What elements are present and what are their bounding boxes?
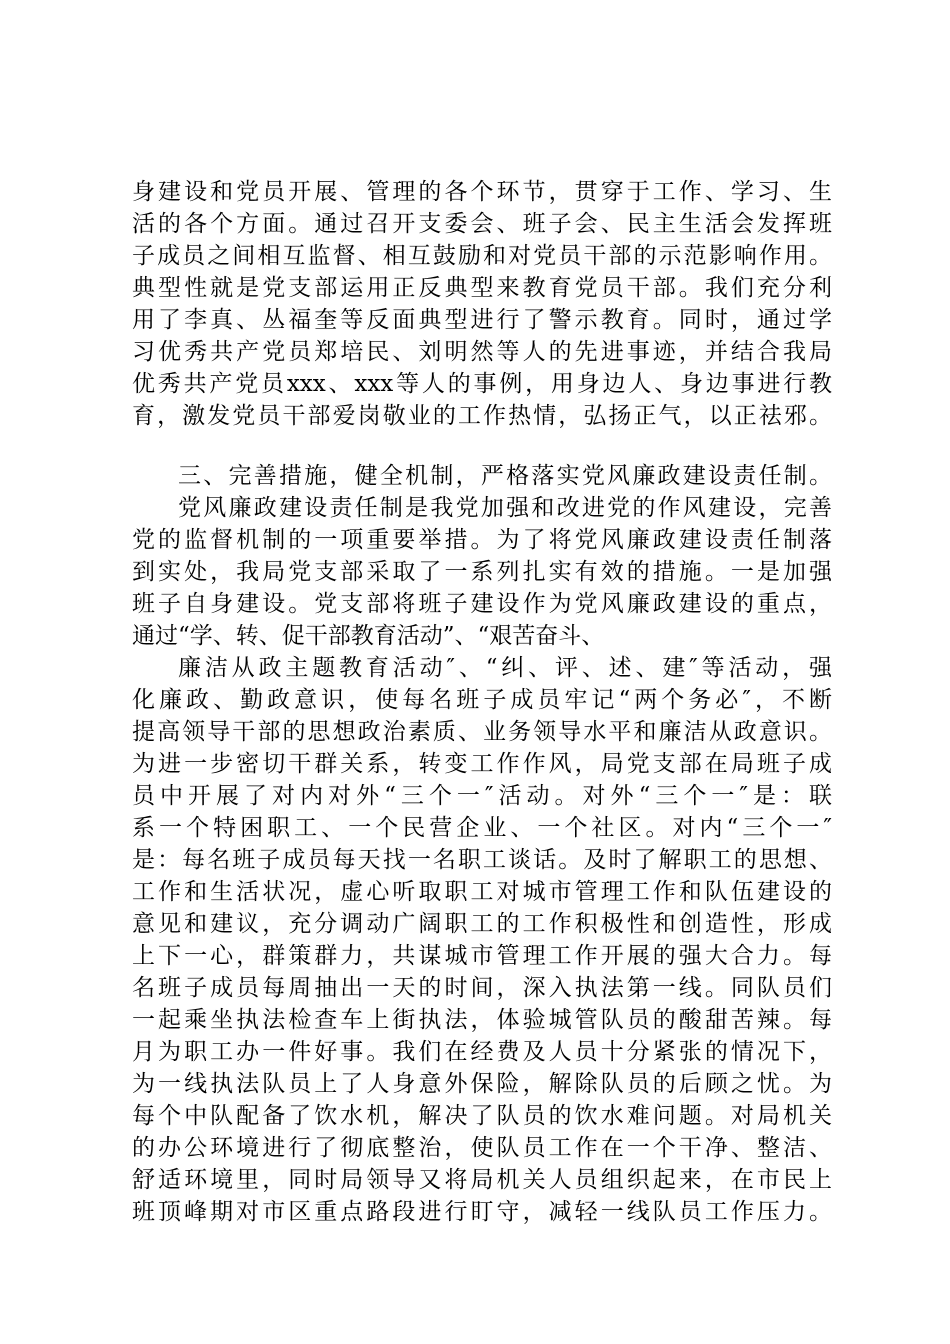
paragraph-line: 工作和生活状况，虚心听取职工对城市管理工作和队伍建设的 [132, 879, 832, 905]
paragraph-line: 舒适环境里，同时局领导又将局机关人员组织起来，在市民上 [132, 1167, 832, 1193]
paragraph-line: 的办公环境进行了彻底整治，使队员工作在一个干净、整洁、 [132, 1135, 832, 1161]
paragraph-line: 党的监督机制的一项重要举措。为了将党风廉政建设责任制落 [132, 527, 832, 553]
paragraph-line: 月为职工办一件好事。我们在经费及人员十分紧张的情况下， [132, 1039, 832, 1065]
paragraph-line: 系一个特困职工、一个民营企业、一个社区。对内“三个一″ [132, 815, 832, 841]
paragraph-line: 员中开展了对内对外“三个一″活动。对外“三个一″是：联 [132, 783, 832, 809]
paragraph-line: 优秀共产党员xxx、xxx等人的事例，用身边人、身边事进行教 [132, 371, 832, 397]
paragraph-line: 身建设和党员开展、管理的各个环节，贯穿于工作、学习、生 [132, 179, 832, 205]
paragraph-line: 化廉政、勤政意识，使每名班子成员牢记“两个务必″，不断 [132, 687, 832, 713]
paragraph-line: 活的各个方面。通过召开支委会、班子会、民主生活会发挥班 [132, 211, 832, 237]
paragraph-line: 上下一心，群策群力，共谋城市管理工作开展的强大合力。每 [132, 943, 832, 969]
paragraph-line: 典型性就是党支部运用正反典型来教育党员干部。我们充分利 [132, 275, 832, 301]
paragraph-line: 党风廉政建设责任制是我党加强和改进党的作风建设，完善 [178, 495, 832, 521]
section-heading: 三、完善措施，健全机制，严格落实党风廉政建设责任制。 [178, 463, 832, 489]
paragraph-line: 育，激发党员干部爱岗敬业的工作热情，弘扬正气，以正祛邪。 [132, 403, 832, 429]
paragraph-line: 班子自身建设。党支部将班子建设作为党风廉政建设的重点， [132, 591, 832, 617]
paragraph-line: 习优秀共产党员郑培民、刘明然等人的先进事迹，并结合我局 [132, 339, 832, 365]
paragraph-line: 意见和建议，充分调动广阔职工的工作积极性和创造性，形成 [132, 911, 832, 937]
paragraph-line: 提高领导干部的思想政治素质、业务领导水平和廉洁从政意识。 [132, 719, 832, 745]
paragraph-line: 是：每名班子成员每天找一名职工谈话。及时了解职工的思想、 [132, 847, 832, 873]
paragraph-line: 名班子成员每周抽出一天的时间，深入执法第一线。同队员们 [132, 975, 832, 1001]
paragraph-line: 为一线执法队员上了人身意外保险，解除队员的后顾之忧。为 [132, 1071, 832, 1097]
paragraph-line: 子成员之间相互监督、相互鼓励和对党员干部的示范影响作用。 [132, 243, 832, 269]
paragraph-line: 到实处，我局党支部采取了一系列扎实有效的措施。一是加强 [132, 559, 832, 585]
paragraph-line: 为进一步密切干群关系，转变工作作风，局党支部在局班子成 [132, 751, 832, 777]
paragraph-line: 用了李真、丛福奎等反面典型进行了警示教育。同时，通过学 [132, 307, 832, 333]
paragraph-line: 每个中队配备了饮水机，解决了队员的饮水难问题。对局机关 [132, 1103, 832, 1129]
paragraph-line: 班顶峰期对市区重点路段进行盯守，减轻一线队员工作压力。 [132, 1199, 832, 1225]
paragraph-line: 廉洁从政主题教育活动″、“纠、评、述、建″等活动，强 [178, 655, 832, 681]
paragraph-line: 通过“学、转、促干部教育活动”、“艰苦奋斗、 [132, 623, 605, 649]
paragraph-line: 一起乘坐执法检查车上街执法，体验城管队员的酸甜苦辣。每 [132, 1007, 832, 1033]
